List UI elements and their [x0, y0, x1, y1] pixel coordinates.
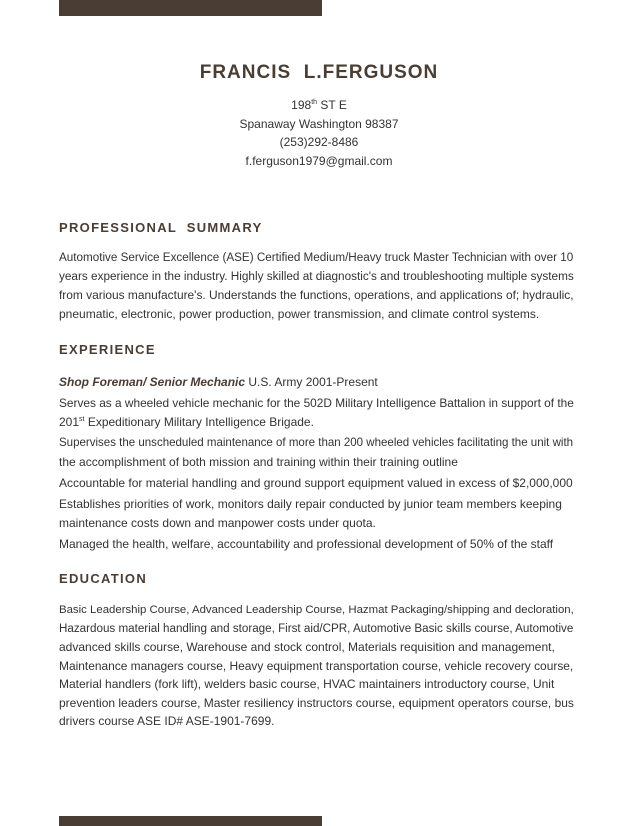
- education-line: Maintenance managers course, Heavy equipment transportation course, vehicle recovery course,: [59, 658, 574, 673]
- duty-line: the accomplishment of both mission and training within their training outline: [59, 454, 458, 469]
- job-organization: U.S. Army 2001-Present: [245, 375, 378, 389]
- education-line: advanced skills course, Warehouse and stock control, Materials requisition and management,: [59, 640, 555, 654]
- education-line: drivers course ASE ID# ASE-1901-7699.: [59, 714, 275, 728]
- summary-line: from various manufacture's. Understands the functions, operations, and applications of; hydraulic,: [59, 288, 574, 302]
- top-decorative-bar: [59, 0, 322, 16]
- duty-line: [59, 413, 574, 432]
- duty-item: [59, 495, 574, 532]
- duty-item: [59, 474, 574, 493]
- education-line: prevention leaders course, Master resiliency instructors course, equipment operators course, bus: [59, 695, 574, 710]
- contact-block: [0, 96, 638, 170]
- duty-line: Managed the health, welfare, accountability and professional development of 50% of the staff: [59, 537, 554, 551]
- summary-paragraph: [59, 249, 574, 323]
- summary-line: years experience in the industry. Highly skilled at diagnostic's and troubleshooting multiple systems: [59, 269, 574, 283]
- education-heading: EDUCATION: [59, 571, 148, 586]
- education-line: Material handlers (fork lift), welders basic course, HVAC maintainers introductory course, Unit: [59, 677, 555, 691]
- candidate-name: FRANCIS L.FERGUSON: [199, 62, 439, 83]
- duty-line: Serves as a wheeled vehicle mechanic for the 502D Military Intelligence Battalion in support of the: [59, 396, 574, 410]
- address-suffix: th: [311, 99, 318, 106]
- address-street: [0, 96, 638, 115]
- duty-line: maintenance costs down and manpower costs under quota.: [59, 515, 376, 530]
- summary-line: Automotive Service Excellence (ASE) Certified Medium/Heavy truck Master Technician with over 10: [59, 251, 574, 264]
- address-street-name: ST E: [317, 98, 347, 112]
- job-title: Shop Foreman/ Senior Mechanic: [59, 375, 246, 389]
- duty-item: [59, 434, 574, 471]
- brigade-number: 201: [59, 414, 80, 429]
- education-paragraph: [59, 601, 574, 731]
- duty-line: Supervises the unscheduled maintenance of more than 200 wheeled vehicles facilitating the unit with: [59, 437, 574, 449]
- brigade-text: Expeditionary Military Intelligence Brigade.: [84, 414, 314, 429]
- duty-line: Establishes priorities of work, monitors daily repair conducted by junior team members keeping: [59, 497, 562, 511]
- email-address: f.ferguson1979@gmail.com: [245, 153, 393, 168]
- summary-line: pneumatic, electronic, power production, power transmission, and climate control systems.: [59, 306, 540, 321]
- education-line: Hazardous material handling and storage, First aid/CPR, Automotive Basic skills course, Automotive: [59, 621, 574, 635]
- duty-item: [59, 535, 574, 554]
- experience-heading: EXPERIENCE: [59, 342, 156, 357]
- address-number: 198: [291, 98, 312, 112]
- phone-number: (253)292-8486: [279, 135, 359, 149]
- education-line: Basic Leadership Course, Advanced Leadership Course, Hazmat Packaging/shipping and decloration,: [59, 604, 574, 616]
- job-line: [59, 373, 574, 392]
- duty-line: Accountable for material handling and ground support equipment valued in excess of $2,000,000: [59, 476, 573, 490]
- address-city: Spanaway Washington 98387: [239, 116, 399, 131]
- duty-item: [59, 394, 574, 431]
- bottom-decorative-bar: [59, 816, 322, 826]
- brigade-suffix: st: [79, 415, 85, 423]
- summary-heading: PROFESSIONAL SUMMARY: [59, 220, 263, 235]
